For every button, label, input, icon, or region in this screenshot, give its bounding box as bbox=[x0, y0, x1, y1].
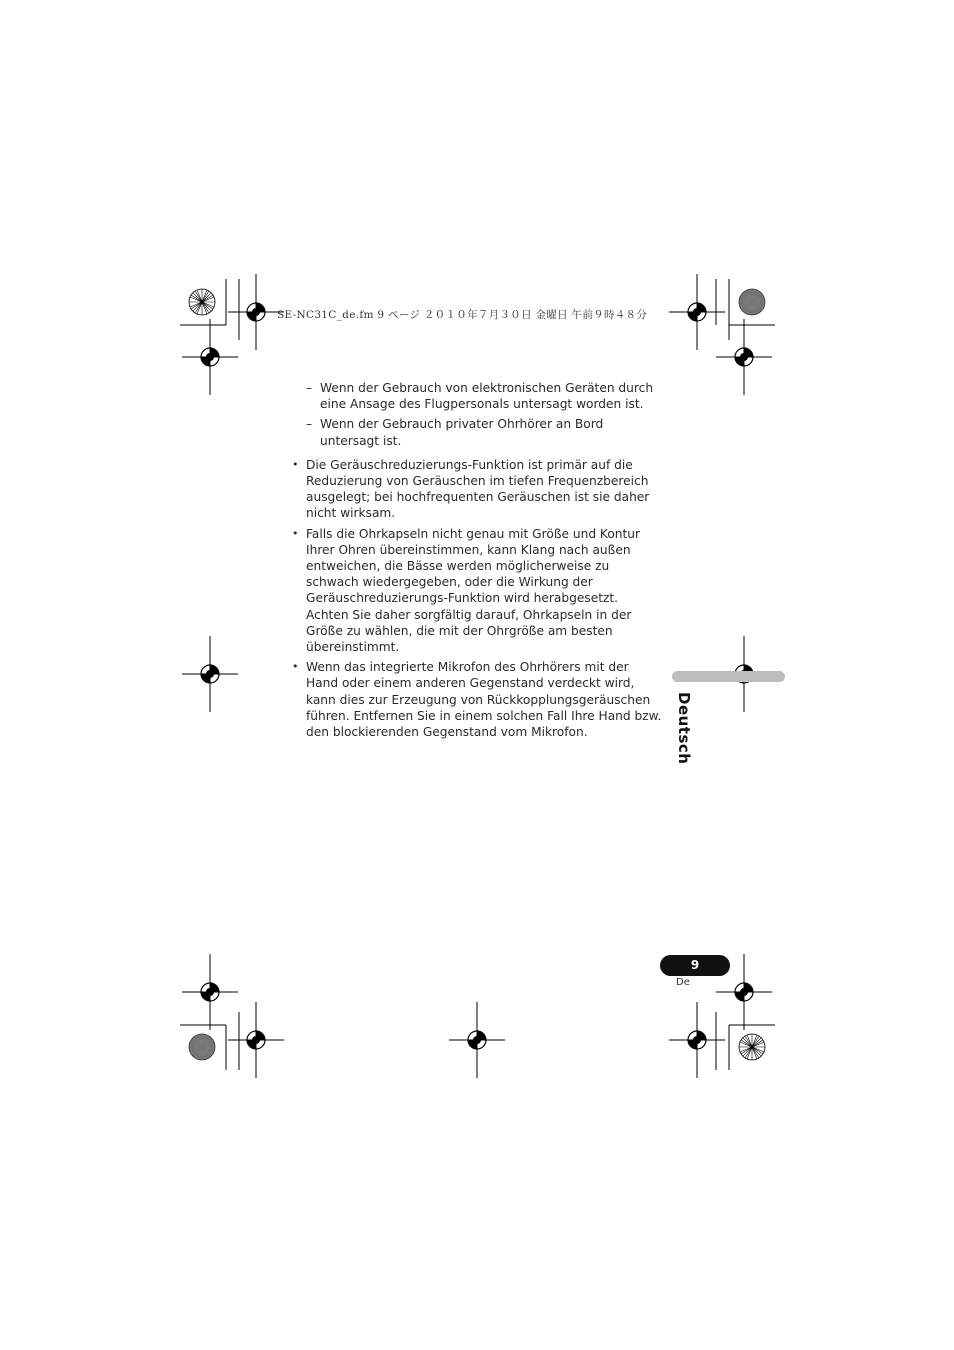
language-label-text: Deutsch bbox=[675, 692, 693, 765]
page-content bbox=[292, 380, 664, 740]
list-item bbox=[292, 457, 664, 522]
bullet-icon: • bbox=[292, 660, 299, 674]
dash-mark: – bbox=[306, 381, 313, 395]
dash-mark: – bbox=[306, 417, 313, 432]
list-item bbox=[292, 659, 664, 740]
list-item bbox=[292, 526, 664, 656]
bullet-icon: • bbox=[292, 526, 299, 540]
list-item bbox=[292, 416, 664, 448]
list-item-text: Die Geräuschreduzierungs-Funktion ist primär auf die Reduzierung von Geräuschen im tiefen Frequenzbereich ausgelegt; bei hochfrequenten Geräuschen ist sie daher nicht wirksam. bbox=[306, 457, 650, 521]
list-item bbox=[292, 380, 664, 412]
bullet-icon: • bbox=[292, 457, 299, 471]
file-stamp: SE-NC31C_de.fm 9 ページ ２０１０年７月３０日 金曜日 午前９時４８分 bbox=[277, 309, 648, 321]
page-number: 9 bbox=[660, 955, 730, 976]
language-tab-bar bbox=[672, 671, 785, 682]
list-item-text: Falls die Ohrkapseln nicht genau mit Größe und Kontur Ihrer Ohren übereinstimmen, kann Klang nach außen entweichen, die Bässe werden möglicherweise zu schwach wiedergegeben, oder die Wirkung der Geräuschreduzierungs-Funktion wird herabgesetzt. Achten Sie daher sorgfältig darauf, Ohrkapseln in der Größe zu wählen, die mit der Ohrgröße am besten übereinstimmt. bbox=[306, 526, 641, 655]
list-item-text: Wenn das integrierte Mikrofon des Ohrhörers mit der Hand oder einem anderen Gegenstand verdeckt wird, kann dies zur Erzeugung von Rückkopplungsgeräuschen führen. Entfernen Sie in einem solchen Fall Ihre Hand bzw. den blockierenden Gegenstand vom Mikrofon. bbox=[306, 660, 662, 740]
list-item-text: Wenn der Gebrauch privater Ohrhörer an Bord untersagt ist. bbox=[320, 417, 604, 448]
language-label bbox=[661, 692, 701, 772]
page-language-code: De bbox=[676, 977, 690, 988]
list-item-text: Wenn der Gebrauch von elektronischen Geräten durch eine Ansage des Flugpersonals untersagt worden ist. bbox=[320, 381, 654, 412]
